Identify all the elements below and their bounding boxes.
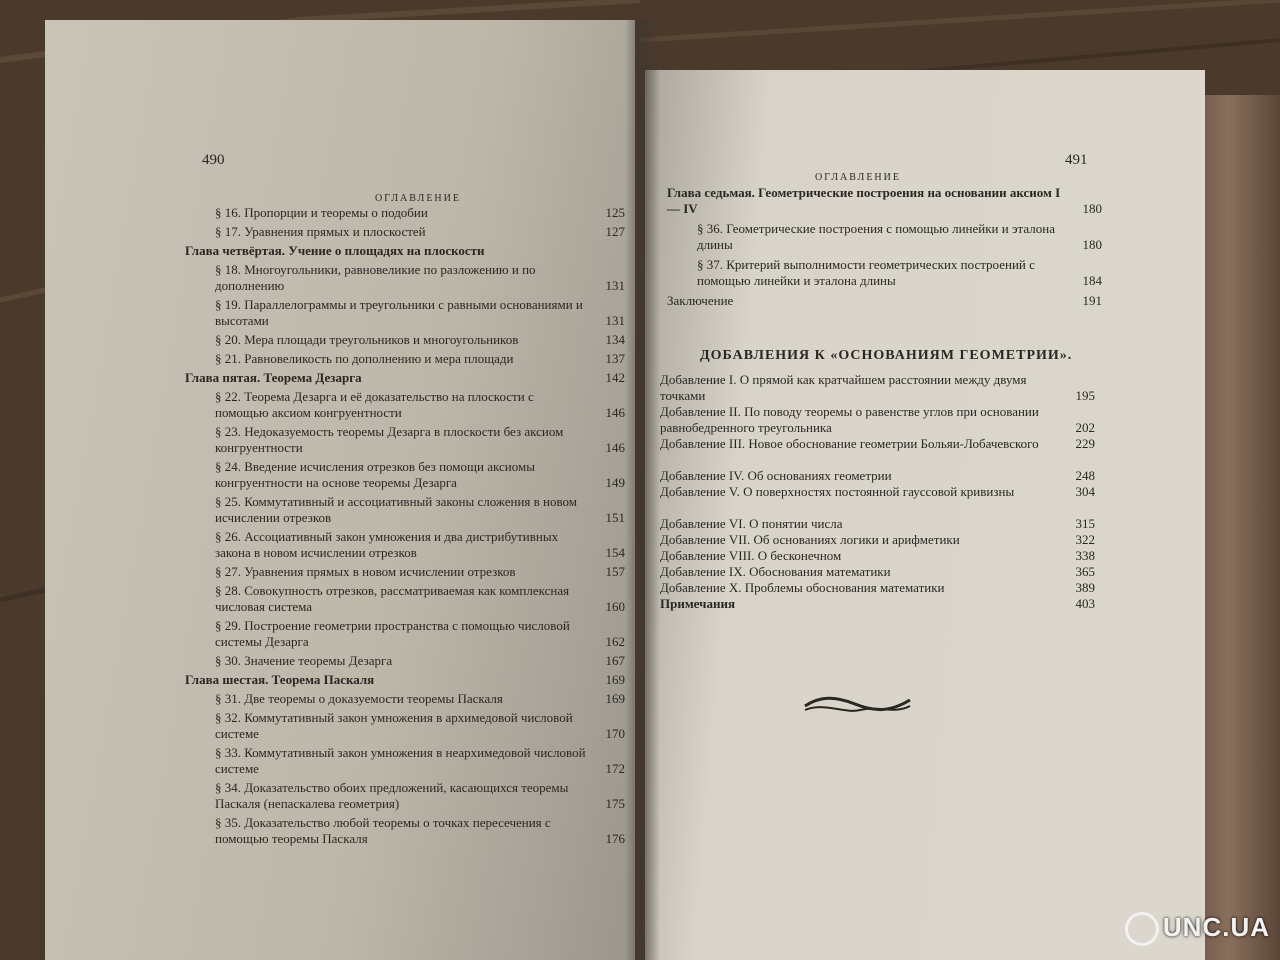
toc-page-number: 389 bbox=[1075, 580, 1095, 595]
toc-entry-text: § 29. Построение геометрии пространства с помощью числовой системы Дезарга bbox=[215, 618, 570, 649]
toc-entry bbox=[215, 205, 625, 221]
toc-entry-text: § 30. Значение теоремы Дезарга bbox=[215, 653, 393, 668]
toc-page-number: 403 bbox=[1075, 596, 1095, 611]
toc-page-number: 146 bbox=[605, 440, 625, 455]
supplement-entry bbox=[660, 596, 1095, 612]
toc-entry-text: Глава седьмая. Геометрические построения на основании аксиом I — IV bbox=[667, 185, 1061, 216]
toc-entry bbox=[185, 672, 625, 688]
toc-entry-text: § 21. Равновеликость по дополнению и мера площади bbox=[215, 351, 514, 366]
toc-entry bbox=[215, 710, 625, 742]
toc-entry-text: § 28. Совокупность отрезков, рассматриваемая как комплексная числовая система bbox=[215, 583, 570, 614]
left-page bbox=[45, 20, 635, 960]
toc-entry-text: Добавление IV. Об основаниях геометрии bbox=[660, 468, 892, 483]
toc-entry bbox=[215, 653, 625, 669]
supplement-entry bbox=[660, 580, 1095, 596]
running-head: ОГЛАВЛЕНИЕ bbox=[815, 172, 901, 183]
toc-entry-text: Заключение bbox=[667, 293, 734, 308]
toc-entry-text: § 35. Доказательство любой теоремы о точках пересечения с помощью теоремы Паскаля bbox=[215, 815, 551, 846]
toc-page-number: 180 bbox=[1082, 237, 1102, 252]
toc-entry-text: § 27. Уравнения прямых в новом исчислении отрезков bbox=[215, 564, 516, 579]
toc-entry bbox=[215, 424, 625, 456]
toc-entry-text: Добавление IX. Обоснования математики bbox=[660, 564, 891, 579]
watermark bbox=[1125, 912, 1270, 946]
toc-page-number: 322 bbox=[1075, 532, 1095, 547]
toc-page-number: 172 bbox=[605, 761, 625, 776]
toc-entry bbox=[185, 243, 625, 259]
toc-page-number: 154 bbox=[605, 545, 625, 560]
toc-page-number: 170 bbox=[605, 726, 625, 741]
toc-page-number: 167 bbox=[605, 653, 625, 668]
toc-entry bbox=[215, 262, 625, 294]
toc-page-number: 304 bbox=[1075, 484, 1095, 499]
toc-entry-text: § 25. Коммутативный и ассоциативный законы сложения в новом исчислении отрезков bbox=[215, 494, 578, 525]
toc-entry-text: Добавление III. Новое обоснование геометрии Больяи-Лобачевского bbox=[660, 436, 1039, 451]
page-number: 490 bbox=[202, 152, 225, 168]
toc-entry-text: Добавление VIII. О бесконечном bbox=[660, 548, 842, 563]
toc-page-number: 169 bbox=[605, 672, 625, 687]
toc-entry-text: Глава пятая. Теорема Дезарга bbox=[185, 370, 362, 385]
toc-entry-text: § 32. Коммутативный закон умножения в архимедовой числовой системе bbox=[215, 710, 573, 741]
toc-entry-text: Добавление I. О прямой как кратчайшем расстоянии между двумя точками bbox=[660, 372, 1027, 403]
supplements-title: ДОБАВЛЕНИЯ К «ОСНОВАНИЯМ ГЕОМЕТРИИ». bbox=[700, 348, 1073, 363]
toc-entry bbox=[215, 529, 625, 561]
toc-entry bbox=[215, 691, 625, 707]
toc-page-number: 127 bbox=[605, 224, 625, 239]
toc-page-number: 315 bbox=[1075, 516, 1095, 531]
toc-entry bbox=[215, 780, 625, 812]
watermark-text: UNC.UA bbox=[1162, 911, 1270, 942]
toc-entry bbox=[215, 494, 625, 526]
supplement-entry bbox=[660, 548, 1095, 564]
toc-entry bbox=[215, 459, 625, 491]
book-gutter bbox=[625, 20, 660, 960]
toc-entry bbox=[697, 257, 1102, 289]
supplement-entry bbox=[660, 532, 1095, 548]
toc-entry-text: Примечания bbox=[660, 596, 735, 611]
toc-entry bbox=[215, 564, 625, 580]
sun-logo-icon bbox=[1125, 912, 1159, 946]
toc-page-number: 175 bbox=[605, 796, 625, 811]
toc-page-number: 162 bbox=[605, 634, 625, 649]
toc-entry-text: § 33. Коммутативный закон умножения в неархимедовой числовой системе bbox=[215, 745, 586, 776]
toc-entry-text: Добавление X. Проблемы обоснования математики bbox=[660, 580, 945, 595]
toc-entry-text: Добавление II. По поводу теоремы о равенстве углов при основании равнобедренного треугольника bbox=[660, 404, 1039, 435]
toc-page-number: 184 bbox=[1082, 273, 1102, 288]
running-head: ОГЛАВЛЕНИЕ bbox=[375, 193, 461, 204]
supplement-entry bbox=[660, 516, 1095, 532]
supplement-entry bbox=[660, 436, 1095, 452]
toc-page-number: 131 bbox=[605, 313, 625, 328]
toc-entry-text: § 31. Две теоремы о доказуемости теоремы Паскаля bbox=[215, 691, 503, 706]
toc-page-number: 151 bbox=[605, 510, 625, 525]
toc-page-number: 142 bbox=[605, 370, 625, 385]
page-number: 491 bbox=[1065, 152, 1088, 168]
toc-entry-text: § 24. Введение исчисления отрезков без помощи аксиомы конгруентности на основе теоремы Дезарга bbox=[215, 459, 535, 490]
supplement-entry bbox=[660, 372, 1095, 404]
toc-entry-text: § 17. Уравнения прямых и плоскостей bbox=[215, 224, 426, 239]
toc-entry-text: Добавление VII. Об основаниях логики и арифметики bbox=[660, 532, 960, 547]
toc-entry bbox=[215, 815, 625, 847]
toc-page-number: 195 bbox=[1075, 388, 1095, 403]
toc-entry-text: § 36. Геометрические построения с помощью линейки и эталона длины bbox=[697, 221, 1055, 252]
toc-entry-text: § 18. Многоугольники, равновеликие по разложению и по дополнению bbox=[215, 262, 536, 293]
supplement-entry bbox=[660, 484, 1095, 500]
toc-entry-text: § 16. Пропорции и теоремы о подобии bbox=[215, 205, 428, 220]
toc-entry bbox=[185, 370, 625, 386]
toc-entry-text: Глава четвёртая. Учение о площадях на плоскости bbox=[185, 243, 485, 258]
right-page bbox=[645, 70, 1205, 960]
toc-page-number: 365 bbox=[1075, 564, 1095, 579]
toc-entry-text: Добавление VI. О понятии числа bbox=[660, 516, 843, 531]
toc-entry bbox=[215, 332, 625, 348]
toc-page-number: 157 bbox=[605, 564, 625, 579]
toc-entry-text: Добавление V. О поверхностях постоянной гауссовой кривизны bbox=[660, 484, 1015, 499]
toc-entry-text: § 37. Критерий выполнимости геометрических построений с помощью линейки и эталона длины bbox=[697, 257, 1035, 288]
toc-entry-text: § 20. Мера площади треугольников и многоугольников bbox=[215, 332, 519, 347]
toc-page-number: 146 bbox=[605, 405, 625, 420]
toc-page-number: 229 bbox=[1075, 436, 1095, 451]
toc-entry-text: § 26. Ассоциативный закон умножения и два дистрибутивных закона в новом исчислении отрезков bbox=[215, 529, 559, 560]
toc-entry-text: Глава шестая. Теорема Паскаля bbox=[185, 672, 375, 687]
ornament-flourish bbox=[800, 692, 915, 720]
toc-page-number: 248 bbox=[1075, 468, 1095, 483]
toc-page-number: 149 bbox=[605, 475, 625, 490]
toc-entry bbox=[215, 351, 625, 367]
toc-page-number: 202 bbox=[1075, 420, 1095, 435]
toc-entry bbox=[215, 618, 625, 650]
toc-page-number: 125 bbox=[605, 205, 625, 220]
toc-entry bbox=[215, 389, 625, 421]
toc-page-number: 131 bbox=[605, 278, 625, 293]
toc-page-number: 169 bbox=[605, 691, 625, 706]
supplement-entry bbox=[660, 468, 1095, 484]
toc-entry-text: § 19. Параллелограммы и треугольники с равными основаниями и высотами bbox=[215, 297, 583, 328]
toc-entry bbox=[667, 293, 1102, 309]
supplement-entry bbox=[660, 404, 1095, 436]
toc-page-number: 191 bbox=[1082, 293, 1102, 308]
toc-entry bbox=[667, 185, 1102, 217]
supplement-entry bbox=[660, 564, 1095, 580]
toc-entry-text: § 23. Недоказуемость теоремы Дезарга в плоскости без аксиом конгруентности bbox=[215, 424, 564, 455]
book-cover-edge bbox=[1195, 95, 1280, 960]
toc-entry-text: § 34. Доказательство обоих предложений, касающихся теоремы Паскаля (непаскалева геометрия) bbox=[215, 780, 569, 811]
toc-page-number: 134 bbox=[605, 332, 625, 347]
toc-entry bbox=[215, 745, 625, 777]
toc-entry bbox=[215, 583, 625, 615]
toc-page-number: 137 bbox=[605, 351, 625, 366]
toc-page-number: 338 bbox=[1075, 548, 1095, 563]
toc-entry-text: § 22. Теорема Дезарга и её доказательство на плоскости с помощью аксиом конгруентности bbox=[215, 389, 534, 420]
toc-page-number: 160 bbox=[605, 599, 625, 614]
toc-page-number: 180 bbox=[1082, 201, 1102, 216]
toc-entry bbox=[215, 297, 625, 329]
toc-entry bbox=[697, 221, 1102, 253]
toc-entry bbox=[215, 224, 625, 240]
toc-page-number: 176 bbox=[605, 831, 625, 846]
